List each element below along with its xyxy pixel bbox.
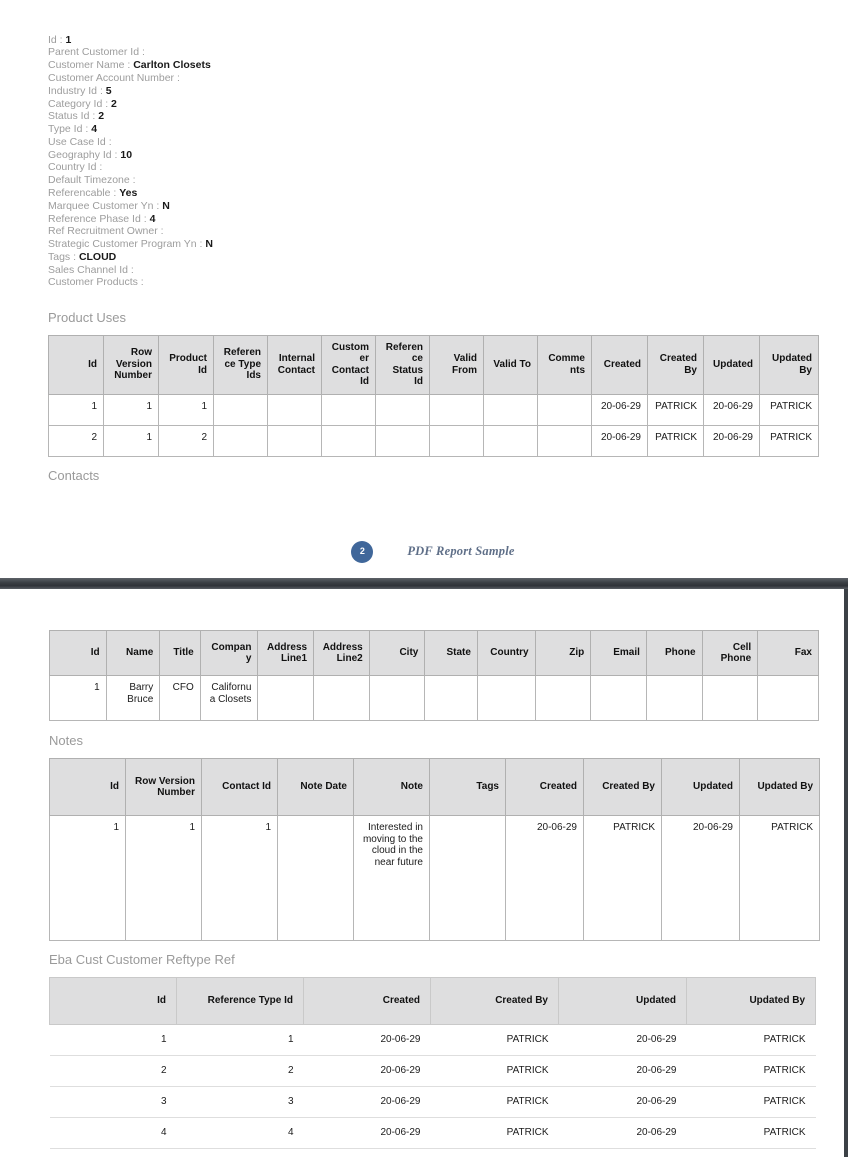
section-title-contacts: Contacts: [48, 467, 100, 483]
table-header-row: [50, 978, 816, 1025]
table-cell: 20-06-29: [559, 1025, 687, 1056]
table-cell: [484, 394, 538, 425]
table-cell: 4: [177, 1118, 304, 1149]
customer-field: [48, 200, 818, 213]
table-cell: 20-06-29: [304, 1087, 431, 1118]
column-header: Row Version Number: [104, 335, 159, 394]
table-cell: PATRICK: [584, 816, 662, 941]
customer-field-label: Id :: [48, 33, 66, 46]
table-row: [50, 1118, 816, 1149]
customer-field: [48, 251, 818, 264]
table-cell: Barry Bruce: [106, 676, 160, 721]
table-cell: 20-06-29: [559, 1118, 687, 1149]
table-cell: PATRICK: [760, 394, 819, 425]
table-cell: [430, 425, 484, 456]
customer-field-label: Default Timezone :: [48, 174, 136, 187]
customer-field: [48, 213, 818, 226]
customer-field: [48, 239, 818, 252]
table-cell: 1: [202, 816, 278, 941]
table-cell: [477, 676, 535, 721]
column-header: Note Date: [278, 759, 354, 816]
page-break-divider: [0, 578, 848, 589]
customer-field: [48, 123, 818, 136]
table-cell: [484, 425, 538, 456]
table-cell: 20-06-29: [592, 425, 648, 456]
customer-field-value: 2: [111, 97, 117, 110]
table-cell: 20-06-29: [704, 394, 760, 425]
column-header: Id: [49, 335, 104, 394]
table-cell: 2: [177, 1056, 304, 1087]
column-header: Updated: [559, 978, 687, 1025]
table-row: [50, 676, 819, 721]
customer-field-value: 2: [98, 110, 105, 123]
customer-field-label: Sales Channel Id :: [48, 263, 134, 276]
table-cell: PATRICK: [648, 425, 704, 456]
customer-field-value: Carlton Closets: [133, 59, 211, 72]
customer-field-list: [48, 0, 818, 290]
table-cell: PATRICK: [431, 1056, 559, 1087]
section-title-notes: Notes: [49, 733, 83, 748]
column-header: Zip: [535, 631, 591, 676]
customer-field: [48, 264, 818, 277]
column-header: Created: [506, 759, 584, 816]
table-cell: [538, 394, 592, 425]
footer-caption: PDF Report Sample: [407, 544, 515, 559]
table-cell: 20-06-29: [304, 1118, 431, 1149]
table-cell: PATRICK: [431, 1118, 559, 1149]
table-cell: PATRICK: [431, 1087, 559, 1118]
customer-field: [48, 72, 818, 85]
customer-field-value: Yes: [119, 186, 138, 199]
table-cell: 20-06-29: [304, 1056, 431, 1087]
table-cell: [376, 425, 430, 456]
customer-field-value: 10: [120, 148, 133, 161]
customer-field: [48, 187, 818, 200]
customer-field-value: 5: [105, 84, 112, 97]
table-cell: [702, 676, 758, 721]
table-cell: [758, 676, 819, 721]
customer-field: [48, 34, 818, 47]
table-cell: 3: [50, 1087, 177, 1118]
column-header: Updated: [662, 759, 740, 816]
table-cell: PATRICK: [431, 1025, 559, 1056]
column-header: Address Line1: [258, 631, 314, 676]
column-header: Created By: [648, 335, 704, 394]
column-header: Internal Contact: [268, 335, 322, 394]
column-header: Comments: [538, 335, 592, 394]
customer-field-label: Parent Customer Id :: [48, 46, 145, 59]
customer-field: [48, 47, 818, 60]
table-row: [50, 1056, 816, 1087]
report-page-1: [0, 0, 848, 578]
customer-field-label: Customer Products :: [48, 276, 144, 289]
customer-field-value: N: [205, 238, 213, 251]
column-header: Created: [592, 335, 648, 394]
column-header: Updated By: [687, 978, 816, 1025]
customer-field-label: Ref Recruitment Owner :: [48, 225, 164, 238]
column-header: Updated By: [740, 759, 820, 816]
column-header: Tags: [430, 759, 506, 816]
customer-field: [48, 85, 818, 98]
table-cell: 1: [50, 1025, 177, 1056]
table-row: [49, 425, 819, 456]
table-cell: PATRICK: [760, 425, 819, 456]
column-header: Row Version Number: [126, 759, 202, 816]
customer-field-label: Strategic Customer Program Yn :: [48, 238, 206, 251]
table-cell: 20-06-29: [559, 1087, 687, 1118]
column-header: Id: [50, 759, 126, 816]
table-cell: [314, 676, 370, 721]
table-cell: 1: [126, 816, 202, 941]
customer-field-value: N: [162, 199, 170, 212]
customer-field-value: 4: [91, 123, 98, 136]
table-cell: [322, 394, 376, 425]
table-cell: 1: [104, 425, 159, 456]
column-header: Note: [354, 759, 430, 816]
table-header-row: [50, 631, 819, 676]
table-cell: 3: [177, 1087, 304, 1118]
column-header: Fax: [758, 631, 819, 676]
table-cell: PATRICK: [648, 394, 704, 425]
column-header: Valid To: [484, 335, 538, 394]
customer-field-label: Tags :: [48, 250, 79, 263]
column-header: Created: [304, 978, 431, 1025]
column-header: Title: [160, 631, 200, 676]
page-footer: [48, 541, 818, 563]
column-header: Address Line2: [314, 631, 370, 676]
customer-field-label: Type Id :: [48, 123, 92, 136]
table-cell: [376, 394, 430, 425]
table-cell: 20-06-29: [304, 1025, 431, 1056]
table-cell: CFO: [160, 676, 200, 721]
section-title-product-uses: Product Uses: [48, 309, 127, 325]
customer-field-label: Reference Phase Id :: [48, 212, 150, 225]
table-cell: PATRICK: [687, 1056, 816, 1087]
column-header: Reference Type Id: [177, 978, 304, 1025]
table-cell: Interested in moving to the cloud in the near future: [354, 816, 430, 941]
table-cell: 4: [50, 1118, 177, 1149]
table-cell: [369, 676, 425, 721]
customer-field-label: Customer Name :: [48, 59, 134, 72]
customer-field: [48, 162, 818, 175]
table-cell: 1: [177, 1025, 304, 1056]
customer-field: [48, 60, 818, 73]
table-cell: [430, 394, 484, 425]
table-cell: 1: [49, 394, 104, 425]
customer-field: [48, 149, 818, 162]
customer-field-label: Referencable :: [48, 186, 120, 199]
column-header: Created By: [584, 759, 662, 816]
column-header: State: [425, 631, 478, 676]
table-header-row: [49, 335, 819, 394]
table-cell: 1: [50, 816, 126, 941]
table-cell: 20-06-29: [559, 1056, 687, 1087]
customer-field: [48, 136, 818, 149]
table-cell: 20-06-29: [506, 816, 584, 941]
notes-table: [49, 758, 820, 941]
column-header: Updated By: [760, 335, 819, 394]
customer-field-label: Status Id :: [48, 110, 99, 123]
column-header: Id: [50, 978, 177, 1025]
column-header: Company: [200, 631, 258, 676]
table-cell: PATRICK: [687, 1025, 816, 1056]
column-header: Email: [591, 631, 647, 676]
product-uses-table: [48, 335, 819, 457]
table-cell: 1: [50, 676, 107, 721]
table-cell: [258, 676, 314, 721]
table-cell: PATRICK: [687, 1087, 816, 1118]
column-header: Country: [477, 631, 535, 676]
column-header: Updated: [704, 335, 760, 394]
report-page-2: [0, 589, 848, 1157]
table-cell: 2: [49, 425, 104, 456]
table-cell: [268, 425, 322, 456]
customer-field-label: Customer Account Number :: [48, 71, 180, 84]
column-header: Contact Id: [202, 759, 278, 816]
table-cell: 20-06-29: [704, 425, 760, 456]
customer-field: [48, 175, 818, 188]
column-header: Created By: [431, 978, 559, 1025]
column-header: City: [369, 631, 425, 676]
table-cell: [322, 425, 376, 456]
customer-field-label: Country Id :: [48, 161, 103, 174]
contacts-table: [49, 630, 819, 721]
customer-field-label: Use Case Id :: [48, 135, 112, 148]
table-cell: 2: [159, 425, 214, 456]
table-cell: 1: [159, 394, 214, 425]
table-cell: [591, 676, 647, 721]
table-cell: [646, 676, 702, 721]
table-cell: [535, 676, 591, 721]
customer-field-label: Geography Id :: [48, 148, 121, 161]
eba-cust-customer-reftype-ref-table: [49, 977, 816, 1149]
customer-field: [48, 277, 818, 290]
table-cell: [214, 425, 268, 456]
customer-field-label: Industry Id :: [48, 84, 106, 97]
column-header: Name: [106, 631, 160, 676]
table-row: [50, 1087, 816, 1118]
table-row: [50, 816, 820, 941]
column-header: Reference Type Ids: [214, 335, 268, 394]
column-header: Valid From: [430, 335, 484, 394]
table-cell: PATRICK: [740, 816, 820, 941]
column-header: Product Id: [159, 335, 214, 394]
customer-field: [48, 226, 818, 239]
table-cell: 20-06-29: [592, 394, 648, 425]
table-cell: [268, 394, 322, 425]
column-header: Phone: [646, 631, 702, 676]
customer-field: [48, 98, 818, 111]
customer-field-value: CLOUD: [78, 250, 117, 263]
table-cell: 20-06-29: [662, 816, 740, 941]
table-cell: PATRICK: [687, 1118, 816, 1149]
customer-field-value: 4: [149, 212, 156, 225]
table-cell: [425, 676, 478, 721]
customer-field-value: 1: [65, 33, 72, 46]
column-header: Cell Phone: [702, 631, 758, 676]
table-cell: [214, 394, 268, 425]
customer-field: [48, 111, 818, 124]
column-header: Id: [50, 631, 107, 676]
page-number-badge: 2: [351, 541, 373, 563]
table-cell: [278, 816, 354, 941]
column-header: Reference Status Id: [376, 335, 430, 394]
table-row: [49, 394, 819, 425]
table-row: [50, 1025, 816, 1056]
column-header: Customer Contact Id: [322, 335, 376, 394]
customer-field-label: Category Id :: [48, 97, 112, 110]
table-cell: 2: [50, 1056, 177, 1087]
table-cell: [430, 816, 506, 941]
table-cell: 1: [104, 394, 159, 425]
customer-field-label: Marquee Customer Yn :: [48, 199, 163, 212]
table-cell: Californua Closets: [200, 676, 258, 721]
table-cell: [538, 425, 592, 456]
section-title-eba-cust-customer-reftype-ref: Eba Cust Customer Reftype Ref: [49, 952, 235, 967]
table-header-row: [50, 759, 820, 816]
